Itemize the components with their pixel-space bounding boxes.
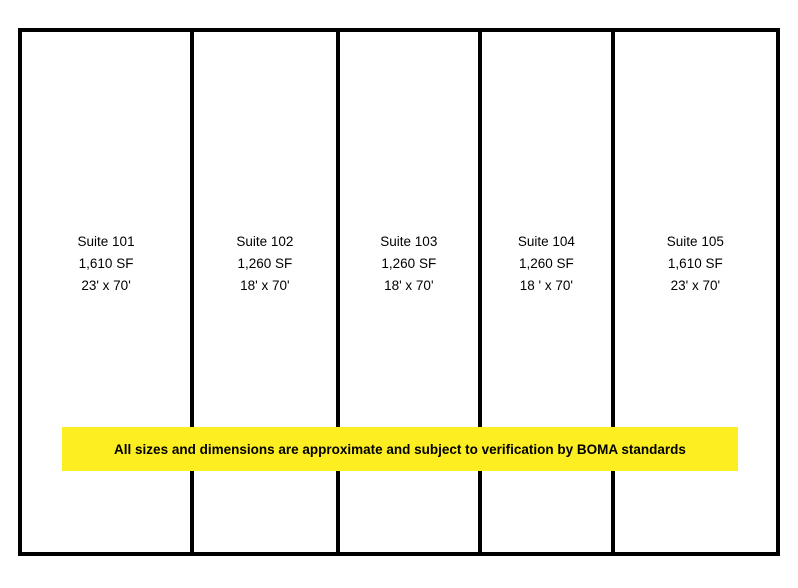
suite-104 <box>482 32 615 552</box>
suite-105-dimensions: 23' x 70' <box>670 277 721 293</box>
suite-102-dimensions: 18' x 70' <box>240 277 290 293</box>
disclaimer-text: All sizes and dimensions are approximate and subject to verification by BOMA standards <box>114 441 686 457</box>
suite-101-name: Suite 101 <box>77 234 135 250</box>
suite-103-dimensions: 18' x 70' <box>384 277 434 293</box>
suite-102-area: 1,260 SF <box>237 256 293 272</box>
suite-103-name: Suite 103 <box>380 234 438 250</box>
suite-103 <box>340 32 483 552</box>
suite-104-label-group <box>518 231 575 297</box>
suite-102 <box>194 32 339 552</box>
suite-102-label-group <box>236 231 293 297</box>
suite-101-area: 1,610 SF <box>78 256 134 272</box>
suite-105 <box>615 32 776 552</box>
suite-103-label-group <box>380 231 437 297</box>
suite-105-label-group <box>667 231 724 297</box>
suite-104-area: 1,260 SF <box>518 256 574 272</box>
suite-101-dimensions: 23' x 70' <box>81 277 131 293</box>
suite-105-name: Suite 105 <box>666 234 724 250</box>
disclaimer-banner <box>62 427 738 471</box>
suite-104-dimensions: 18 ' x 70' <box>519 277 573 293</box>
suite-101-label-group <box>78 231 135 297</box>
suite-105-area: 1,610 SF <box>667 256 723 272</box>
suite-101 <box>22 32 194 552</box>
floor-plan-outline <box>18 28 780 556</box>
suite-102-name: Suite 102 <box>236 234 294 250</box>
suite-104-name: Suite 104 <box>517 234 575 250</box>
suite-103-area: 1,260 SF <box>381 256 437 272</box>
